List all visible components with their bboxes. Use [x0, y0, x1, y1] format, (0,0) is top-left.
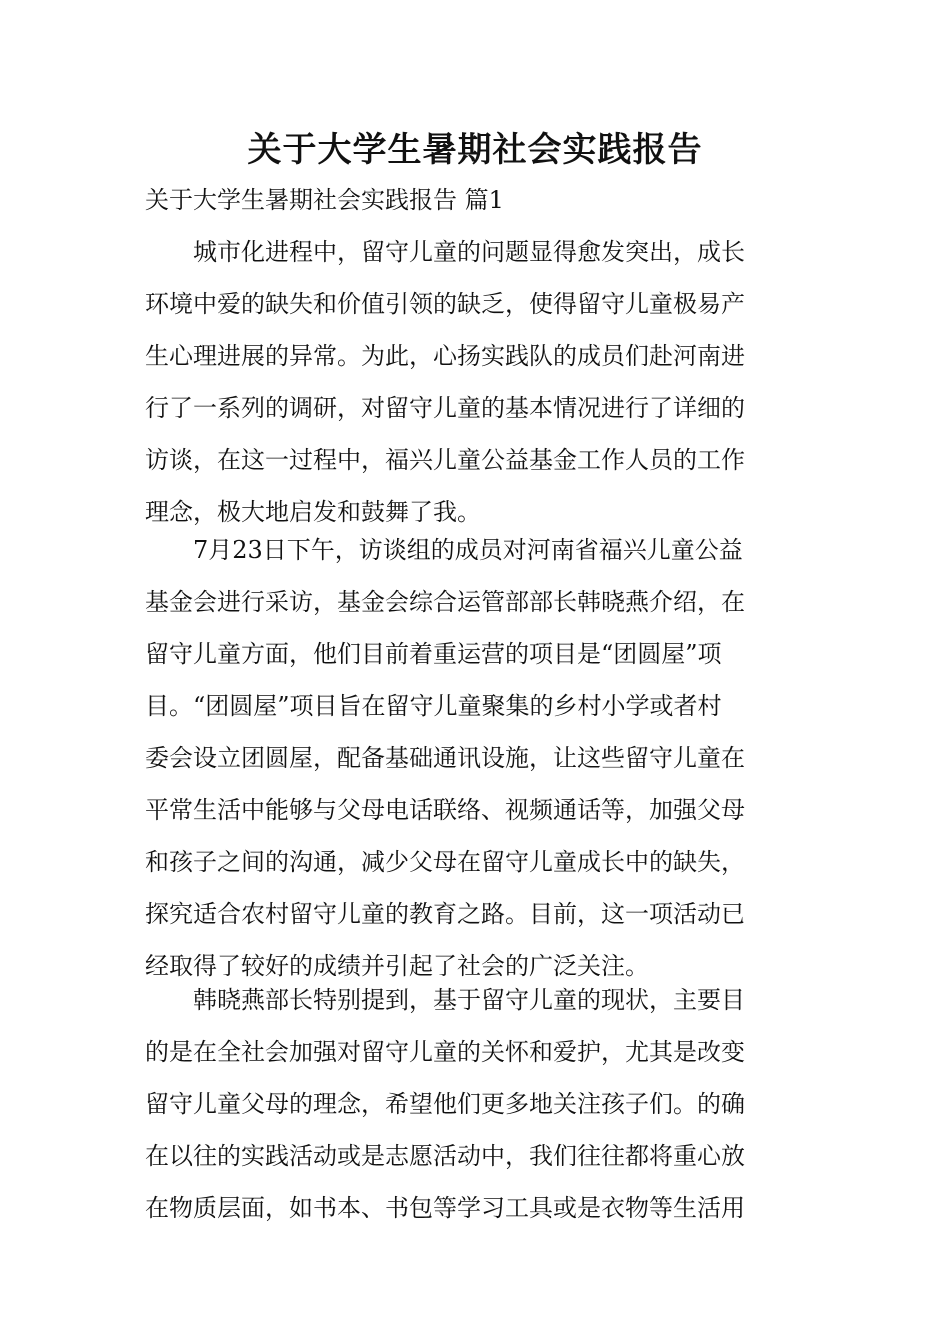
paragraph-line: 的是在全社会加强对留守儿童的关怀和爱护，尤其是改变: [145, 1038, 745, 1066]
paragraph-line: 在物质层面，如书本、书包等学习工具或是衣物等生活用: [145, 1194, 745, 1222]
paragraph-line: 行了一系列的调研，对留守儿童的基本情况进行了详细的: [145, 394, 745, 422]
section-subtitle: 关于大学生暑期社会实践报告 篇1: [145, 186, 504, 214]
paragraph-line: 留守儿童方面，他们目前着重运营的项目是“团圆屋”项: [145, 640, 722, 668]
paragraph-line: 委会设立团圆屋，配备基础通讯设施，让这些留守儿童在: [145, 744, 745, 772]
paragraph-2: [145, 524, 810, 992]
paragraph-3: [145, 974, 810, 1234]
paragraph-line: 经取得了较好的成绩并引起了社会的广泛关注。: [145, 952, 649, 980]
paragraph-line: 生心理进展的异常。为此，心扬实践队的成员们赴河南进: [145, 342, 745, 370]
paragraph-line: 留守儿童父母的理念，希望他们更多地关注孩子们。的确: [145, 1090, 745, 1118]
paragraph-line: 7月23日下午，访谈组的成员对河南省福兴儿童公益: [193, 536, 743, 564]
paragraph-line: 环境中爱的缺失和价值引领的缺乏，使得留守儿童极易产: [145, 290, 745, 318]
paragraph-line: 在以往的实践活动或是志愿活动中，我们往往都将重心放: [145, 1142, 745, 1170]
paragraph-1: [145, 226, 810, 538]
document-title: 关于大学生暑期社会实践报告: [247, 130, 703, 170]
paragraph-line: 城市化进程中，留守儿童的问题显得愈发突出，成长: [193, 238, 745, 266]
paragraph-line: 目。“团圆屋”项目旨在留守儿童聚集的乡村小学或者村: [145, 692, 722, 720]
paragraph-line: 平常生活中能够与父母电话联络、视频通话等，加强父母: [145, 796, 745, 824]
paragraph-line: 理念，极大地启发和鼓舞了我。: [145, 498, 481, 526]
paragraph-line: 探究适合农村留守儿童的教育之路。目前，这一项活动已: [145, 900, 745, 928]
paragraph-line: 基金会进行采访，基金会综合运管部部长韩晓燕介绍，在: [145, 588, 745, 616]
paragraph-line: 和孩子之间的沟通，减少父母在留守儿童成长中的缺失，: [145, 848, 745, 876]
paragraph-line: 访谈，在这一过程中，福兴儿童公益基金工作人员的工作: [145, 446, 745, 474]
paragraph-line: 韩晓燕部长特别提到，基于留守儿童的现状，主要目: [193, 986, 745, 1014]
